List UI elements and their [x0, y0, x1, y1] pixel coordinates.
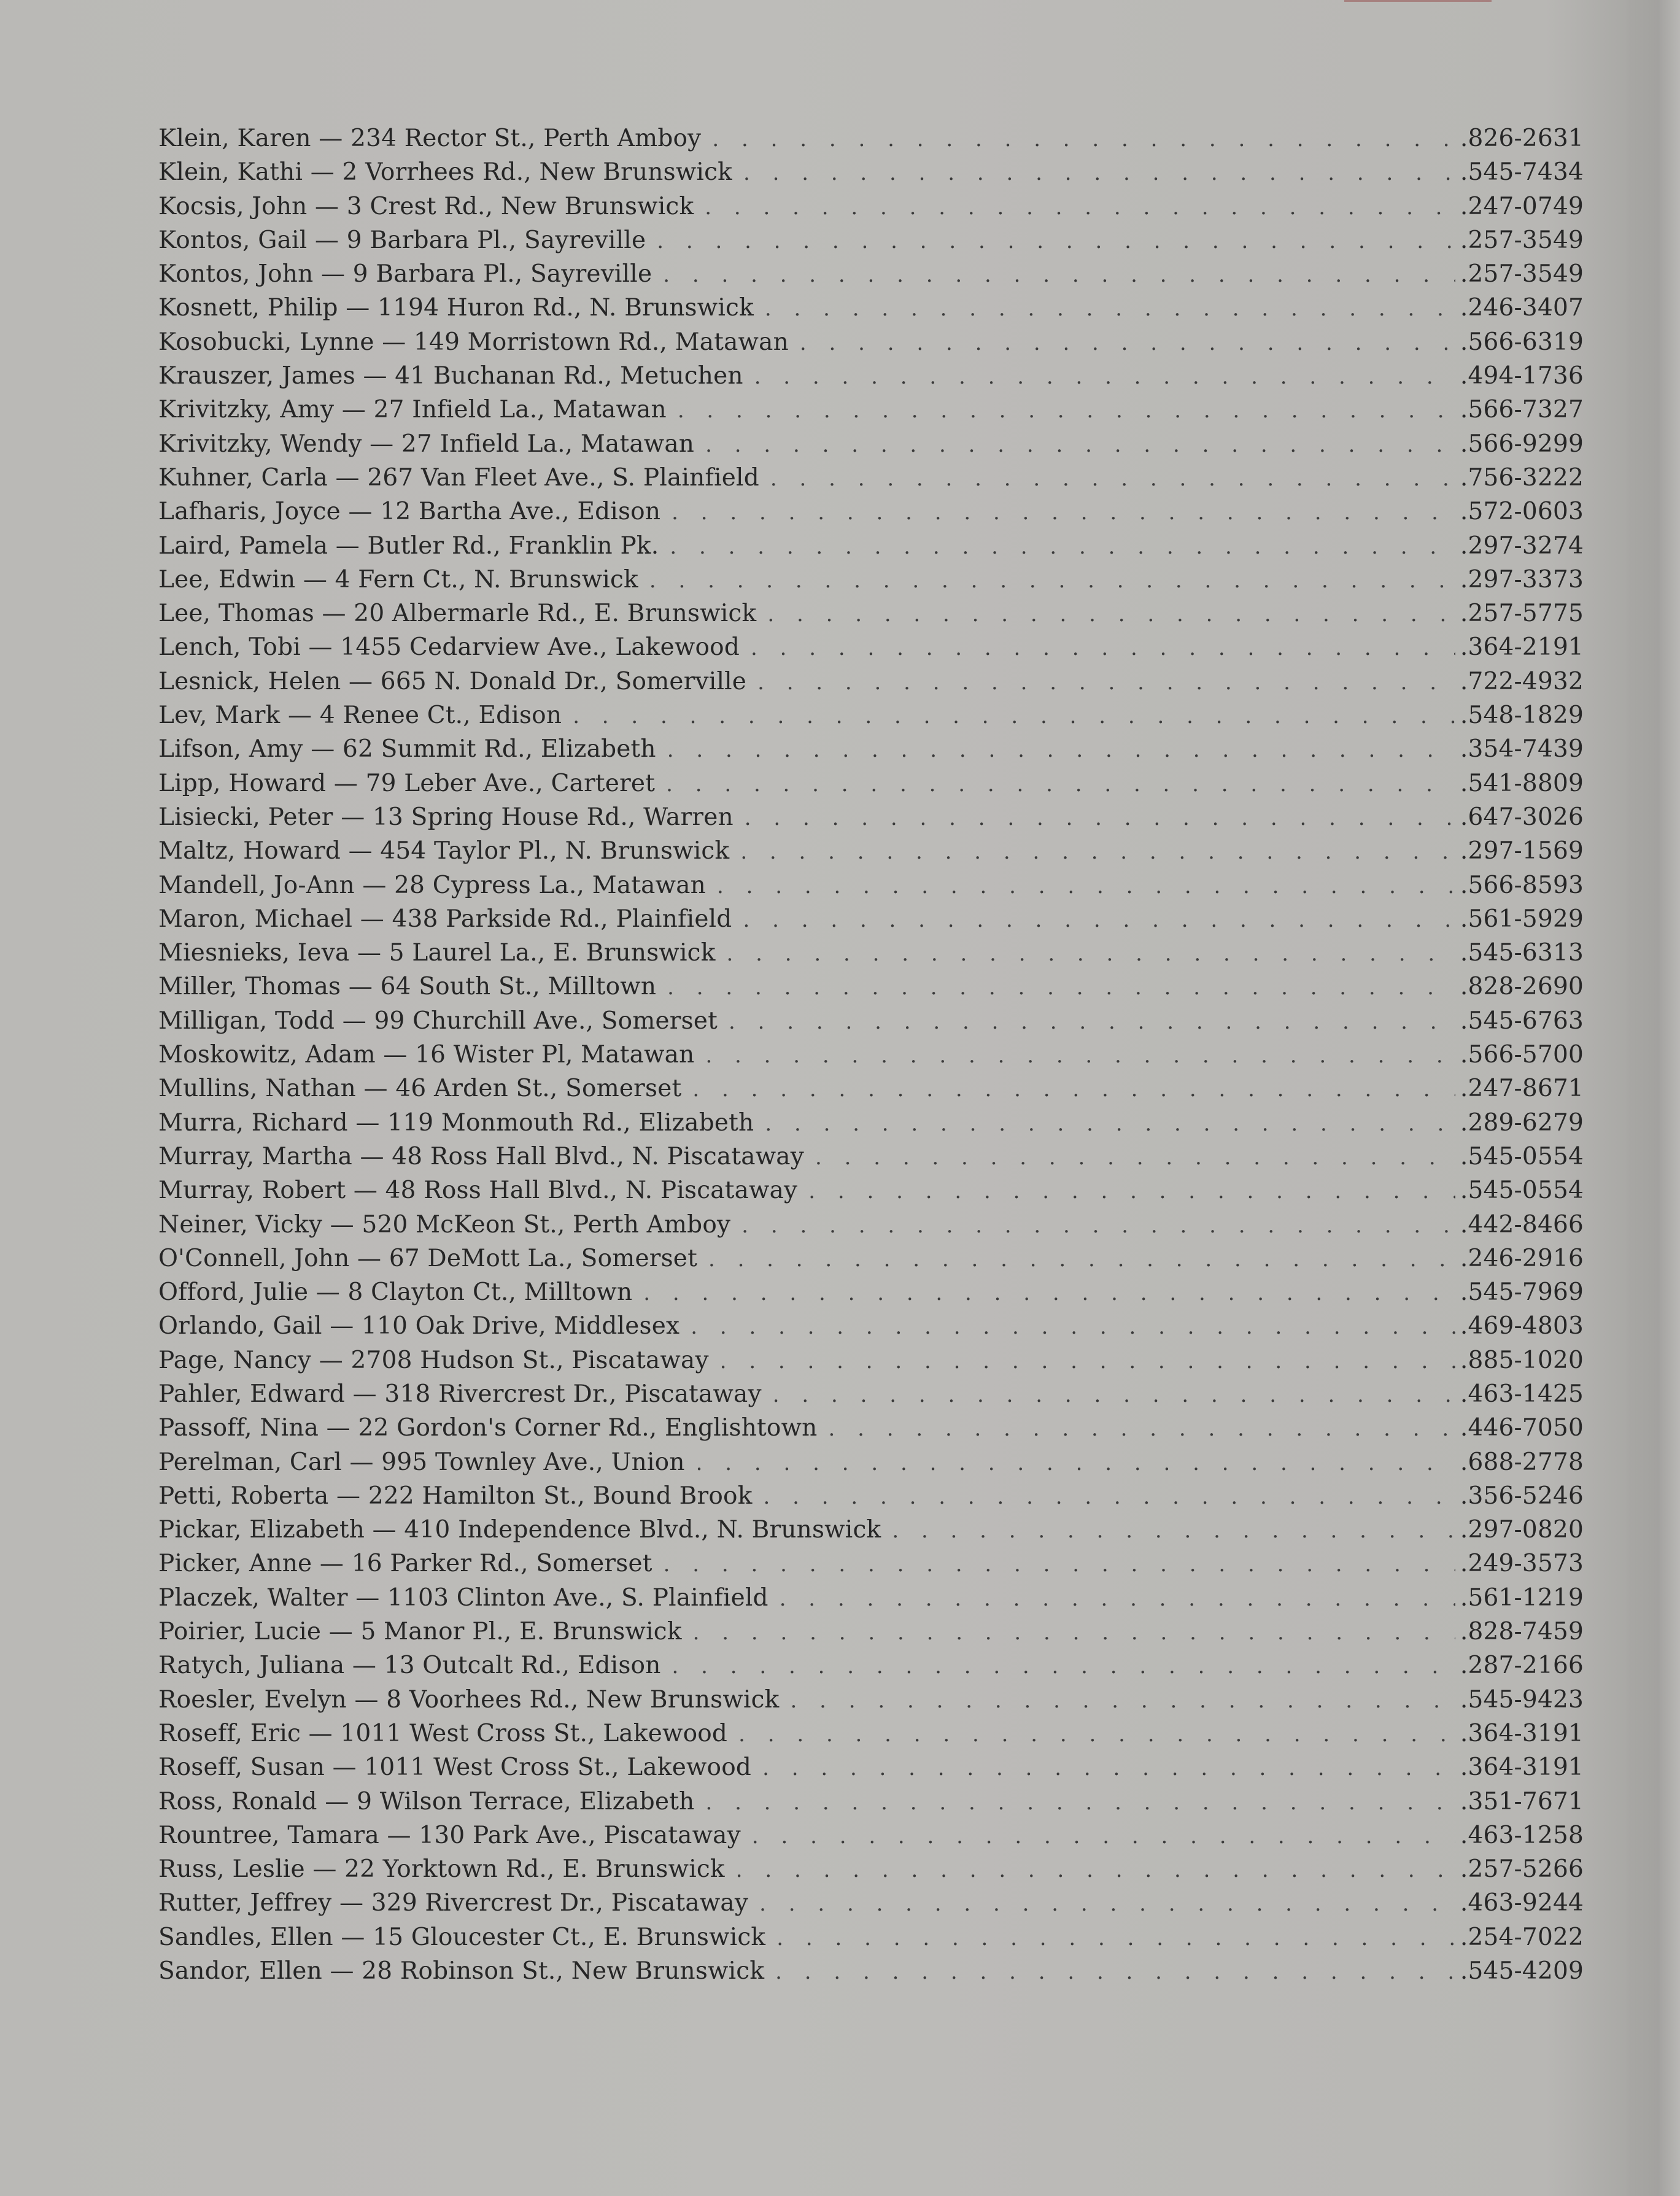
- entry-name-address: Passoff, Nina — 22 Gordon's Corner Rd., Englishtown: [158, 1414, 818, 1442]
- dot-leader: [663, 263, 1455, 287]
- dot-leader: [692, 1077, 1455, 1102]
- directory-entry: [158, 396, 1584, 430]
- entry-name-address: Lafharis, Joyce — 12 Bartha Ave., Edison: [158, 498, 661, 526]
- entry-name-address: Rutter, Jeffrey — 329 Rivercrest Dr., Piscataway: [158, 1889, 749, 1917]
- directory-entry: [158, 735, 1584, 769]
- dot-leader: [720, 1349, 1455, 1374]
- entry-phone: .566-5700: [1460, 1041, 1584, 1069]
- entry-phone: .364-2191: [1460, 633, 1584, 662]
- entry-name-address: Lee, Thomas — 20 Albermarle Rd., E. Brunswick: [158, 600, 757, 628]
- dot-leader: [736, 1858, 1455, 1882]
- dot-leader: [705, 433, 1455, 457]
- entry-name-address: Placzek, Walter — 1103 Clinton Ave., S. Plainfield: [158, 1583, 768, 1612]
- directory-entry: [158, 1753, 1584, 1787]
- dot-leader: [712, 127, 1455, 152]
- directory-entry: [158, 1041, 1584, 1075]
- dot-leader: [672, 500, 1455, 525]
- entry-name-address: Roseff, Susan — 1011 West Cross St., Lakewood: [158, 1753, 752, 1782]
- directory-entry: [158, 1177, 1584, 1210]
- entry-phone: .257-5266: [1460, 1855, 1584, 1884]
- entry-phone: .356-5246: [1460, 1482, 1584, 1510]
- entry-name-address: Krauszer, James — 41 Buchanan Rd., Metuchen: [158, 362, 743, 390]
- dot-leader: [705, 1043, 1455, 1068]
- directory-entry: [158, 1720, 1584, 1753]
- entry-name-address: Klein, Kathi — 2 Vorrhees Rd., New Brunswick: [158, 158, 732, 187]
- entry-name-address: Krivitzky, Wendy — 27 Infield La., Matawan: [158, 430, 695, 458]
- entry-name-address: Offord, Julie — 8 Clayton Ct., Milltown: [158, 1278, 633, 1307]
- directory-entry: [158, 1448, 1584, 1482]
- dot-leader: [752, 1824, 1455, 1849]
- entry-phone: .756-3222: [1460, 463, 1584, 492]
- entry-name-address: Kosnett, Philip — 1194 Huron Rd., N. Brunswick: [158, 294, 754, 322]
- directory-entry: [158, 566, 1584, 600]
- directory-entry: [158, 1414, 1584, 1448]
- entry-phone: .561-1219: [1460, 1583, 1584, 1612]
- dot-leader: [670, 535, 1455, 559]
- entry-phone: .442-8466: [1460, 1210, 1584, 1239]
- dot-leader: [708, 1247, 1455, 1272]
- entry-name-address: Krivitzky, Amy — 27 Infield La., Matawan: [158, 396, 667, 424]
- entry-phone: .545-0554: [1460, 1142, 1584, 1170]
- entry-phone: .688-2778: [1460, 1448, 1584, 1476]
- directory-entry: [158, 1143, 1584, 1177]
- dot-leader: [649, 568, 1455, 593]
- directory-entry: [158, 294, 1584, 328]
- directory-entry: [158, 702, 1584, 735]
- entry-name-address: Miesnieks, Ieva — 5 Laurel La., E. Brunswick: [158, 939, 716, 967]
- entry-phone: .257-3549: [1460, 260, 1584, 288]
- directory-entry: [158, 803, 1584, 837]
- dot-leader: [691, 1315, 1455, 1339]
- entry-name-address: Klein, Karen — 234 Rector St., Perth Amboy: [158, 125, 702, 152]
- entry-phone: .297-3274: [1460, 532, 1584, 560]
- entry-name-address: Perelman, Carl — 995 Townley Ave., Union: [158, 1448, 685, 1476]
- dot-leader: [740, 840, 1455, 864]
- entry-name-address: Kocsis, John — 3 Crest Rd., New Brunswick: [158, 192, 694, 220]
- entry-name-address: Sandles, Ellen — 15 Gloucester Ct., E. Brunswick: [158, 1923, 766, 1951]
- directory-entry: [158, 1686, 1584, 1720]
- entry-phone: .254-7022: [1460, 1923, 1584, 1951]
- directory-entry: [158, 1855, 1584, 1889]
- entry-phone: .364-3191: [1460, 1719, 1584, 1747]
- directory-entry: [158, 1957, 1584, 1991]
- directory-entry: [158, 328, 1584, 362]
- directory-entry: [158, 193, 1584, 226]
- entry-phone: .545-6763: [1460, 1007, 1584, 1035]
- entry-name-address: Lench, Tobi — 1455 Cedarview Ave., Lakewood: [158, 633, 740, 662]
- entry-phone: .297-3373: [1460, 565, 1584, 593]
- entry-phone: .722-4932: [1460, 667, 1584, 695]
- directory-entry: [158, 770, 1584, 803]
- entry-name-address: Murra, Richard — 119 Monmouth Rd., Elizabeth: [158, 1108, 754, 1137]
- dot-leader: [678, 398, 1455, 423]
- dot-leader: [657, 229, 1455, 253]
- entry-name-address: Maltz, Howard — 454 Taylor Pl., N. Brunswick: [158, 837, 730, 865]
- entry-phone: .246-3407: [1460, 294, 1584, 322]
- directory-entry: [158, 532, 1584, 566]
- dot-leader: [667, 975, 1455, 1000]
- entry-name-address: Neiner, Vicky — 520 McKeon St., Perth Amboy: [158, 1210, 731, 1239]
- entry-name-address: Miller, Thomas — 64 South St., Milltown: [158, 973, 657, 1001]
- dot-leader: [773, 1383, 1455, 1407]
- entry-phone: .469-4803: [1460, 1312, 1584, 1340]
- entry-name-address: Murray, Martha — 48 Ross Hall Blvd., N. Piscataway: [158, 1142, 804, 1170]
- dot-leader: [765, 1112, 1455, 1136]
- entry-name-address: Kosobucki, Lynne — 149 Morristown Rd., Matawan: [158, 328, 789, 356]
- entry-name-address: Lisiecki, Peter — 13 Spring House Rd., Warren: [158, 803, 734, 831]
- entry-phone: .247-8671: [1460, 1075, 1584, 1103]
- directory-entry: [158, 1007, 1584, 1041]
- directory-entry: [158, 1550, 1584, 1583]
- directory-entry: [158, 668, 1584, 702]
- directory-listing: [158, 125, 1584, 1991]
- dot-leader: [759, 1892, 1455, 1916]
- entry-name-address: Ratych, Juliana — 13 Outcalt Rd., Edison: [158, 1652, 661, 1680]
- entry-name-address: Lesnick, Helen — 665 N. Donald Dr., Somerville: [158, 667, 747, 695]
- dot-leader: [693, 1620, 1455, 1645]
- entry-phone: .446-7050: [1460, 1414, 1584, 1442]
- directory-entry: [158, 1652, 1584, 1685]
- entry-phone: .287-2166: [1460, 1652, 1584, 1680]
- entry-phone: .545-4209: [1460, 1957, 1584, 1985]
- top-edge-rule: [1344, 0, 1492, 2]
- dot-leader: [743, 161, 1455, 185]
- dot-leader: [767, 602, 1455, 627]
- directory-entry: [158, 1788, 1584, 1822]
- dot-leader: [828, 1417, 1455, 1441]
- directory-entry: [158, 1245, 1584, 1278]
- entry-phone: .826-2631: [1460, 125, 1584, 152]
- entry-name-address: Mullins, Nathan — 46 Arden St., Somerset: [158, 1075, 682, 1103]
- entry-name-address: Pickar, Elizabeth — 410 Independence Blvd., N. Brunswick: [158, 1516, 881, 1544]
- dot-leader: [770, 466, 1455, 491]
- entry-name-address: Roesler, Evelyn — 8 Voorhees Rd., New Brunswick: [158, 1685, 780, 1714]
- directory-entry: [158, 158, 1584, 192]
- entry-name-address: Rountree, Tamara — 130 Park Ave., Piscataway: [158, 1821, 741, 1849]
- entry-phone: .257-5775: [1460, 600, 1584, 628]
- directory-entry: [158, 973, 1584, 1007]
- directory-entry: [158, 837, 1584, 871]
- entry-name-address: Roseff, Eric — 1011 West Cross St., Lakewood: [158, 1719, 728, 1747]
- entry-phone: .561-5929: [1460, 905, 1584, 933]
- directory-entry: [158, 1889, 1584, 1923]
- entry-name-address: Lev, Mark — 4 Renee Ct., Edison: [158, 702, 562, 730]
- directory-entry: [158, 125, 1584, 158]
- entry-phone: .463-1425: [1460, 1380, 1584, 1408]
- entry-phone: .247-0749: [1460, 192, 1584, 220]
- directory-entry: [158, 226, 1584, 260]
- dot-leader: [696, 1451, 1455, 1475]
- entry-name-address: Laird, Pamela — Butler Rd., Franklin Pk.: [158, 532, 659, 560]
- dot-leader: [705, 1790, 1455, 1815]
- entry-phone: .257-3549: [1460, 226, 1584, 254]
- entry-phone: .545-9423: [1460, 1685, 1584, 1714]
- entry-phone: .249-3573: [1460, 1550, 1584, 1578]
- dot-leader: [791, 1688, 1455, 1713]
- directory-entry: [158, 905, 1584, 939]
- dot-leader: [815, 1145, 1455, 1170]
- entry-phone: .566-6319: [1460, 328, 1584, 356]
- entry-phone: .647-3026: [1460, 803, 1584, 831]
- directory-entry: [158, 633, 1584, 667]
- directory-entry: [158, 939, 1584, 973]
- entry-phone: .494-1736: [1460, 362, 1584, 390]
- entry-phone: .545-7969: [1460, 1278, 1584, 1307]
- entry-name-address: Russ, Leslie — 22 Yorktown Rd., E. Brunswick: [158, 1855, 725, 1884]
- entry-phone: .572-0603: [1460, 498, 1584, 526]
- dot-leader: [764, 1485, 1455, 1509]
- entry-name-address: Picker, Anne — 16 Parker Rd., Somerset: [158, 1550, 652, 1578]
- page-edge-shadow: [1625, 0, 1680, 2196]
- entry-phone: .545-0554: [1460, 1177, 1584, 1205]
- entry-phone: .548-1829: [1460, 702, 1584, 730]
- dot-leader: [808, 1179, 1455, 1204]
- entry-phone: .828-2690: [1460, 973, 1584, 1001]
- dot-leader: [751, 636, 1455, 660]
- directory-entry: [158, 1822, 1584, 1855]
- dot-leader: [765, 296, 1455, 321]
- entry-phone: .364-3191: [1460, 1753, 1584, 1782]
- entry-phone: .246-2916: [1460, 1244, 1584, 1272]
- directory-entry: [158, 1482, 1584, 1516]
- entry-name-address: Petti, Roberta — 222 Hamilton St., Bound Brook: [158, 1482, 753, 1510]
- entry-name-address: Pahler, Edward — 318 Rivercrest Dr., Piscataway: [158, 1380, 762, 1408]
- dot-leader: [743, 908, 1455, 932]
- entry-name-address: Kuhner, Carla — 267 Van Fleet Ave., S. Plainfield: [158, 463, 759, 492]
- entry-name-address: Maron, Michael — 438 Parkside Rd., Plainfield: [158, 905, 732, 933]
- entry-phone: .297-0820: [1460, 1516, 1584, 1544]
- dot-leader: [780, 1587, 1455, 1611]
- dot-leader: [738, 1722, 1455, 1747]
- directory-entry: [158, 1347, 1584, 1380]
- directory-entry: [158, 1516, 1584, 1550]
- entry-name-address: Orlando, Gail — 110 Oak Drive, Middlesex: [158, 1312, 680, 1340]
- entry-name-address: Page, Nancy — 2708 Hudson St., Piscataway: [158, 1346, 709, 1374]
- entry-name-address: O'Connell, John — 67 DeMott La., Somerset: [158, 1244, 697, 1272]
- dot-leader: [754, 365, 1455, 389]
- entry-phone: .566-8593: [1460, 871, 1584, 899]
- directory-entry: [158, 1278, 1584, 1312]
- entry-name-address: Lifson, Amy — 62 Summit Rd., Elizabeth: [158, 735, 656, 764]
- directory-entry: [158, 600, 1584, 633]
- entry-phone: .351-7671: [1460, 1787, 1584, 1815]
- dot-leader: [762, 1756, 1455, 1780]
- directory-entry: [158, 1312, 1584, 1346]
- entry-name-address: Mandell, Jo-Ann — 28 Cypress La., Matawan: [158, 871, 706, 899]
- entry-name-address: Kontos, Gail — 9 Barbara Pl., Sayreville: [158, 226, 646, 254]
- entry-phone: .541-8809: [1460, 769, 1584, 797]
- dot-leader: [664, 1552, 1455, 1577]
- directory-entry: [158, 1380, 1584, 1414]
- entry-phone: .545-6313: [1460, 939, 1584, 967]
- dot-leader: [892, 1518, 1455, 1543]
- dot-leader: [745, 806, 1455, 830]
- dot-leader: [666, 772, 1455, 797]
- entry-name-address: Sandor, Ellen — 28 Robinson St., New Brunswick: [158, 1957, 765, 1985]
- entry-name-address: Ross, Ronald — 9 Wilson Terrace, Elizabeth: [158, 1787, 695, 1815]
- dot-leader: [717, 874, 1455, 899]
- entry-phone: .297-1569: [1460, 837, 1584, 865]
- dot-leader: [729, 1010, 1455, 1034]
- directory-entry: [158, 1075, 1584, 1108]
- entry-phone: .566-7327: [1460, 396, 1584, 424]
- dot-leader: [573, 704, 1455, 729]
- entry-name-address: Murray, Robert — 48 Ross Hall Blvd., N. Piscataway: [158, 1177, 798, 1205]
- entry-phone: .289-6279: [1460, 1108, 1584, 1137]
- directory-entry: [158, 1109, 1584, 1143]
- entry-phone: .354-7439: [1460, 735, 1584, 764]
- entry-name-address: Moskowitz, Adam — 16 Wister Pl, Matawan: [158, 1041, 695, 1069]
- directory-entry: [158, 1584, 1584, 1618]
- dot-leader: [776, 1926, 1455, 1950]
- entry-phone: .566-9299: [1460, 430, 1584, 458]
- directory-entry: [158, 1618, 1584, 1652]
- directory-entry: [158, 362, 1584, 396]
- entry-phone: .545-7434: [1460, 158, 1584, 187]
- dot-leader: [741, 1213, 1455, 1238]
- dot-leader: [757, 670, 1455, 695]
- dot-leader: [775, 1960, 1455, 1984]
- directory-entry: [158, 1211, 1584, 1245]
- directory-entry: [158, 260, 1584, 294]
- dot-leader: [667, 738, 1455, 762]
- entry-name-address: Lipp, Howard — 79 Leber Ave., Carteret: [158, 769, 656, 797]
- directory-entry: [158, 1923, 1584, 1957]
- entry-name-address: Kontos, John — 9 Barbara Pl., Sayreville: [158, 260, 652, 288]
- dot-leader: [705, 195, 1455, 220]
- dot-leader: [800, 331, 1455, 355]
- entry-phone: .463-1258: [1460, 1821, 1584, 1849]
- entry-name-address: Poirier, Lucie — 5 Manor Pl., E. Brunswick: [158, 1618, 682, 1646]
- dot-leader: [727, 941, 1455, 966]
- directory-entry: [158, 872, 1584, 905]
- dot-leader: [672, 1654, 1455, 1679]
- directory-entry: [158, 430, 1584, 464]
- entry-name-address: Lee, Edwin — 4 Fern Ct., N. Brunswick: [158, 565, 638, 593]
- entry-phone: .463-9244: [1460, 1889, 1584, 1917]
- entry-phone: .828-7459: [1460, 1618, 1584, 1646]
- directory-entry: [158, 464, 1584, 498]
- directory-entry: [158, 498, 1584, 532]
- dot-leader: [643, 1281, 1455, 1305]
- entry-phone: .885-1020: [1460, 1346, 1584, 1374]
- entry-name-address: Milligan, Todd — 99 Churchill Ave., Somerset: [158, 1007, 718, 1035]
